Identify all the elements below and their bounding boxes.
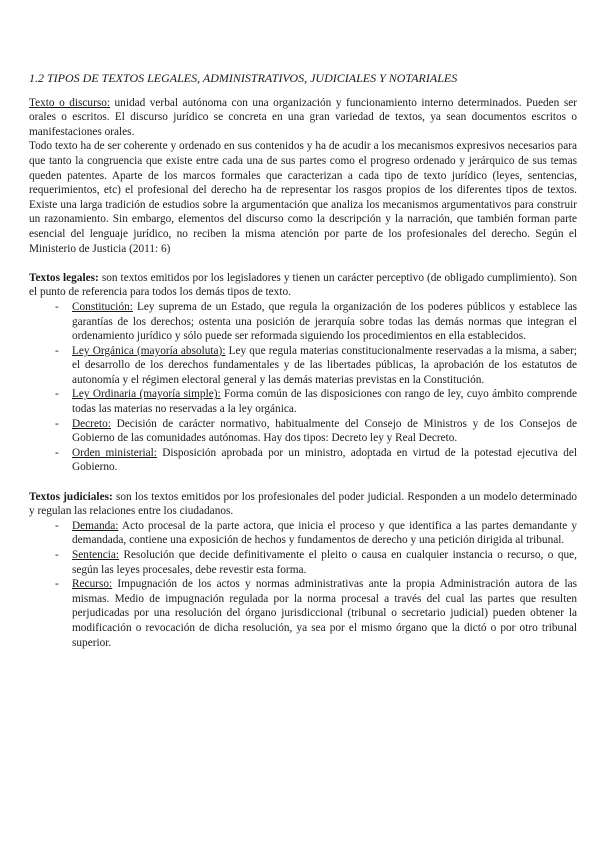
legales-intro — [29, 271, 577, 300]
list-item-text: Ley suprema de un Estado, que regula la organización de los poderes públicos y establece las garantías de los derechos; ostenta una posición de jerarquía sobre todas las demás normas que integran el ordenamiento jurídico y sólo puede ser reformada siguiendo los procedimientos en ella establecidos. — [72, 300, 577, 343]
legales-intro-text: son textos emitidos por los legisladores y tienen un carácter perceptivo (de obligado cumplimiento). Son el punto de referencia para todos los demás tipos de texto. — [29, 271, 578, 299]
legales-heading: Textos legales: — [29, 271, 99, 284]
list-item-term: Recurso: — [72, 578, 113, 591]
list-item — [72, 446, 577, 475]
list-item-term: Ley Ordinaria (mayoría simple): — [72, 388, 221, 401]
judiciales-intro — [29, 490, 577, 519]
legales-list — [29, 300, 577, 475]
list-item-term: Ley Orgánica (mayoría absoluta): — [72, 344, 226, 357]
list-item-text: Acto procesal de la parte actora, que inicia el proceso y que identifica a las partes demandante y demandada, contiene una exposición de hechos y fundamentos de derecho y una petición dirigida al tribunal. — [72, 519, 577, 547]
list-item-term: Constitución: — [72, 300, 133, 313]
list-item-term: Decreto: — [72, 417, 111, 430]
list-item-term: Sentencia: — [72, 549, 120, 561]
list-item — [72, 387, 577, 416]
judiciales-intro-text: son los textos emitidos por los profesionales del poder judicial. Responden a un modelo determinado y regulan las relaciones entre los ciudadanos. — [29, 490, 577, 518]
list-item — [72, 344, 577, 388]
list-item — [72, 577, 577, 650]
list-item-text: Resolución que decide definitivamente el pleito o causa en cualquier instancia o recurso, o que, según las leyes procesales, debe revestir esta forma. — [72, 549, 577, 576]
list-item — [72, 519, 577, 548]
list-item-term: Orden ministerial: — [72, 446, 157, 459]
list-item-text: Forma común de las disposiciones con rango de ley, cuyo ámbito comprende todas las materias no reservadas a la ley orgánica. — [72, 388, 578, 416]
list-item-text: Ley que regula materias constitucionalmente reservadas a la misma, a saber; el desarrollo de los derechos fundamentales y de las libertades públicas, la aprobación de los estatutos de autonomía y el régimen electoral general y las demás materias previstas en la Constitución. — [72, 344, 577, 386]
spacer — [29, 475, 577, 490]
list-item — [72, 417, 577, 446]
list-item-text: Decisión de carácter normativo, habitualmente del Consejo de Ministros y de los Consejos de Gobierno de las comunidades autónomas. Hay dos tipos: Decreto ley y Real Decreto. — [72, 417, 577, 445]
judiciales-heading: Textos judiciales: — [29, 490, 113, 503]
intro-paragraph: Todo texto ha de ser coherente y ordenado en sus contenidos y ha de acudir a los mecanismos expresivos necesarios para que tanto la congruencia que existe entre cada una de sus partes como el progreso ordenado y jerárquico de sus temas queden patentes. Aparte de los marcos formales que caracterizan a cada tipo de texto jurídico (leyes, sentencias, requerimientos, etc) el profesional del derecho ha de representar los rasgos propios de los diferentes tipos de textos. Existe una larga tradición de estudios sobre la argumentación que analiza los mecanismos argumentativos para construir un razonamiento. Sin embargo, elementos del discurso como la descripción y la narración, que también forman parte esencial del lenguaje jurídico, no reciben la misma atención por parte de los profesionales del derecho. Según el Ministerio de Justicia (2011: 6) — [29, 140, 577, 255]
intro-term: Texto o discurso: — [29, 96, 111, 109]
list-item-term: Demanda: — [72, 519, 119, 532]
intro-definition-text: unidad verbal autónoma con una organización y funcionamiento interno determinados. Pueden ser orales o escritos. El discurso jurídico se concreta en una gran variedad de textos, ya sean documentos escritos o manifestaciones orales. — [29, 96, 577, 138]
intro-definition — [29, 96, 577, 140]
spacer — [29, 256, 577, 271]
judiciales-list — [29, 519, 577, 650]
section-title: 1.2 TIPOS DE TEXTOS LEGALES, ADMINISTRATIVOS, JUDICIALES Y NOTARIALES — [29, 71, 458, 85]
list-item-text: Disposición aprobada por un ministro, adoptada en virtud de la potestad ejecutiva del Gobierno. — [72, 446, 577, 474]
list-item-text: Impugnación de los actos y normas administrativas ante la propia Administración autora de las mismas. Medio de impugnación regulada por la norma procesal a través del cual las partes que resulten perjudicadas por una resolución del órgano jurisdiccional (tribunal o secretario judicial) pueden obtener la modificación o revocación de dicha resolución, ya sea por el mismo órgano que la dictó o por otro tribunal superior. — [72, 578, 577, 649]
list-item — [72, 300, 577, 344]
list-item — [72, 548, 577, 577]
document-content — [29, 71, 577, 650]
